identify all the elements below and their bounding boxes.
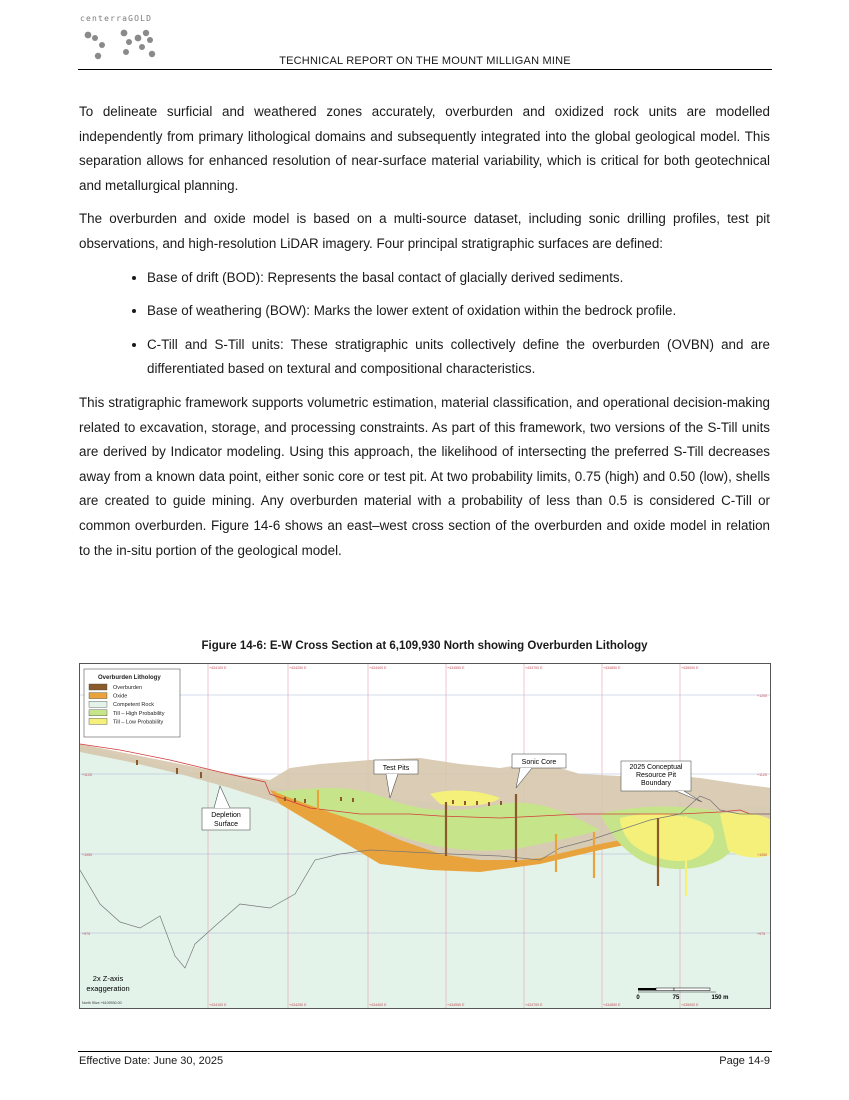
surface-list: [79, 266, 770, 382]
legend-title: Overburden Lithology: [98, 675, 161, 681]
cross-section-svg: [80, 664, 771, 1009]
page-number: Page 14-9: [719, 1055, 770, 1067]
easting-tick-label: +434850 E: [603, 1003, 621, 1007]
legend-swatch: [89, 693, 107, 699]
easting-tick-label: +434100 E: [209, 1003, 227, 1007]
depletion-label-line1: Depletion: [211, 812, 241, 819]
easting-tick-label: +434400 E: [369, 1003, 387, 1007]
pit-boundary-label-line3: Boundary: [641, 780, 671, 787]
easting-tick-label: +434100 E: [209, 666, 227, 670]
legend-swatch: [89, 701, 107, 707]
figure-legend: [84, 669, 180, 737]
pit-boundary-label-line2: Resource Pit: [635, 772, 677, 779]
paragraph-1: To delineate surficial and weathered zones accurately, overburden and oxidized rock units are modelled independently from primary lithological domains and subsequently integrated into the global geological model. This separation allows for enhanced resolution of near-surface material variability, which is critical for both geotechnical and metallurgical planning.: [79, 104, 770, 193]
legend-swatch: [89, 710, 107, 716]
elevation-tick-label: +1125: [757, 773, 767, 777]
paragraph-3: This stratigraphic framework supports volumetric estimation, material classification, and operational decision-making related to excavation, storage, and processing constraints. As part of this framework, two versions of the S-Till units are derived by Indicator modeling. Using this approach, the likelihood of intersecting the preferred S-Till decreases away from a known data point, either sonic core or test pit. At two probability limits, 0.75 (high) and 0.50 (low), shells are created to guide mining. Any overburden material with a probability of less than 0.5 is considered C-Till or common overburden. Figure 14-6 shows an east–west cross section of the overburden and oxide model in relation to the in-situ portion of the geological model.: [79, 394, 770, 558]
list-item: • Base of weathering (BOW): Marks the lower extent of oxidation within the bedrock profile.: [147, 299, 770, 324]
elevation-tick-label: +975: [757, 932, 766, 936]
section-label: North Slice +6109930.00: [82, 1001, 122, 1005]
legend-label: Oxide: [113, 693, 128, 700]
elevation-tick-label: +1125: [82, 773, 92, 777]
legend-swatch: [89, 718, 107, 724]
logo-wordmark: centerraGOLD: [80, 14, 153, 23]
cross-section-figure: [79, 663, 771, 1009]
legend-swatch: [89, 684, 107, 690]
depletion-label-line2: Surface: [213, 821, 239, 828]
elevation-tick-label: +975: [82, 932, 91, 936]
easting-tick-label: +434850 E: [603, 666, 621, 670]
easting-tick-label: +434700 E: [525, 1003, 543, 1007]
pit-boundary-label-line1: 2025 Conceptual: [629, 764, 683, 771]
exaggeration-note-line2: exaggeration: [86, 984, 130, 993]
legend-label: Till – Low Probability: [113, 719, 164, 726]
elevation-tick-label: +1050: [757, 853, 768, 857]
elevation-tick-label: +1050: [82, 853, 93, 857]
elevation-tick-label: +1200: [757, 694, 768, 698]
report-header-title: TECHNICAL REPORT ON THE MOUNT MILLIGAN MINE: [279, 55, 571, 67]
footer-divider: [78, 1051, 772, 1052]
easting-tick-label: +434400 E: [369, 666, 387, 670]
easting-tick-label: +434550 E: [447, 1003, 465, 1007]
effective-date: Effective Date: June 30, 2025: [79, 1055, 224, 1067]
report-body: [79, 100, 770, 572]
list-item: • C-Till and S-Till units: These stratigraphic units collectively define the overburden (OVBN) and are differentiated based on textural and compositional characteristics.: [147, 333, 770, 382]
easting-tick-label: +434250 E: [289, 1003, 307, 1007]
test-pits-label: Test Pits: [382, 765, 410, 772]
legend-label: Overburden: [113, 685, 143, 691]
easting-tick-label: +435000 E: [681, 666, 699, 670]
header-divider: [78, 69, 772, 70]
legend-label: Competent Rock: [113, 702, 154, 709]
scale-end: 150 m: [711, 995, 729, 1001]
easting-tick-label: +434550 E: [447, 666, 465, 670]
figure-caption: Figure 14-6: E-W Cross Section at 6,109,930 North showing Overburden Lithology: [201, 640, 648, 652]
exaggeration-note-line1: 2x Z-axis: [92, 974, 124, 983]
legend-label: Till – High Probability: [113, 710, 165, 717]
easting-tick-label: +435000 E: [681, 1003, 699, 1007]
list-item: • Base of drift (BOD): Represents the basal contact of glacially derived sediments.: [147, 266, 770, 291]
easting-tick-label: +434700 E: [525, 666, 543, 670]
easting-tick-label: +434250 E: [289, 666, 307, 670]
sonic-core-label: Sonic Core: [521, 759, 557, 766]
paragraph-2: The overburden and oxide model is based on a multi-source dataset, including sonic drilling profiles, test pit observations, and high-resolution LiDAR imagery. Four principal stratigraphic surfaces are defined:: [79, 211, 770, 251]
scale-mid: 75: [672, 995, 680, 1001]
scale-zero: 0: [636, 995, 640, 1001]
